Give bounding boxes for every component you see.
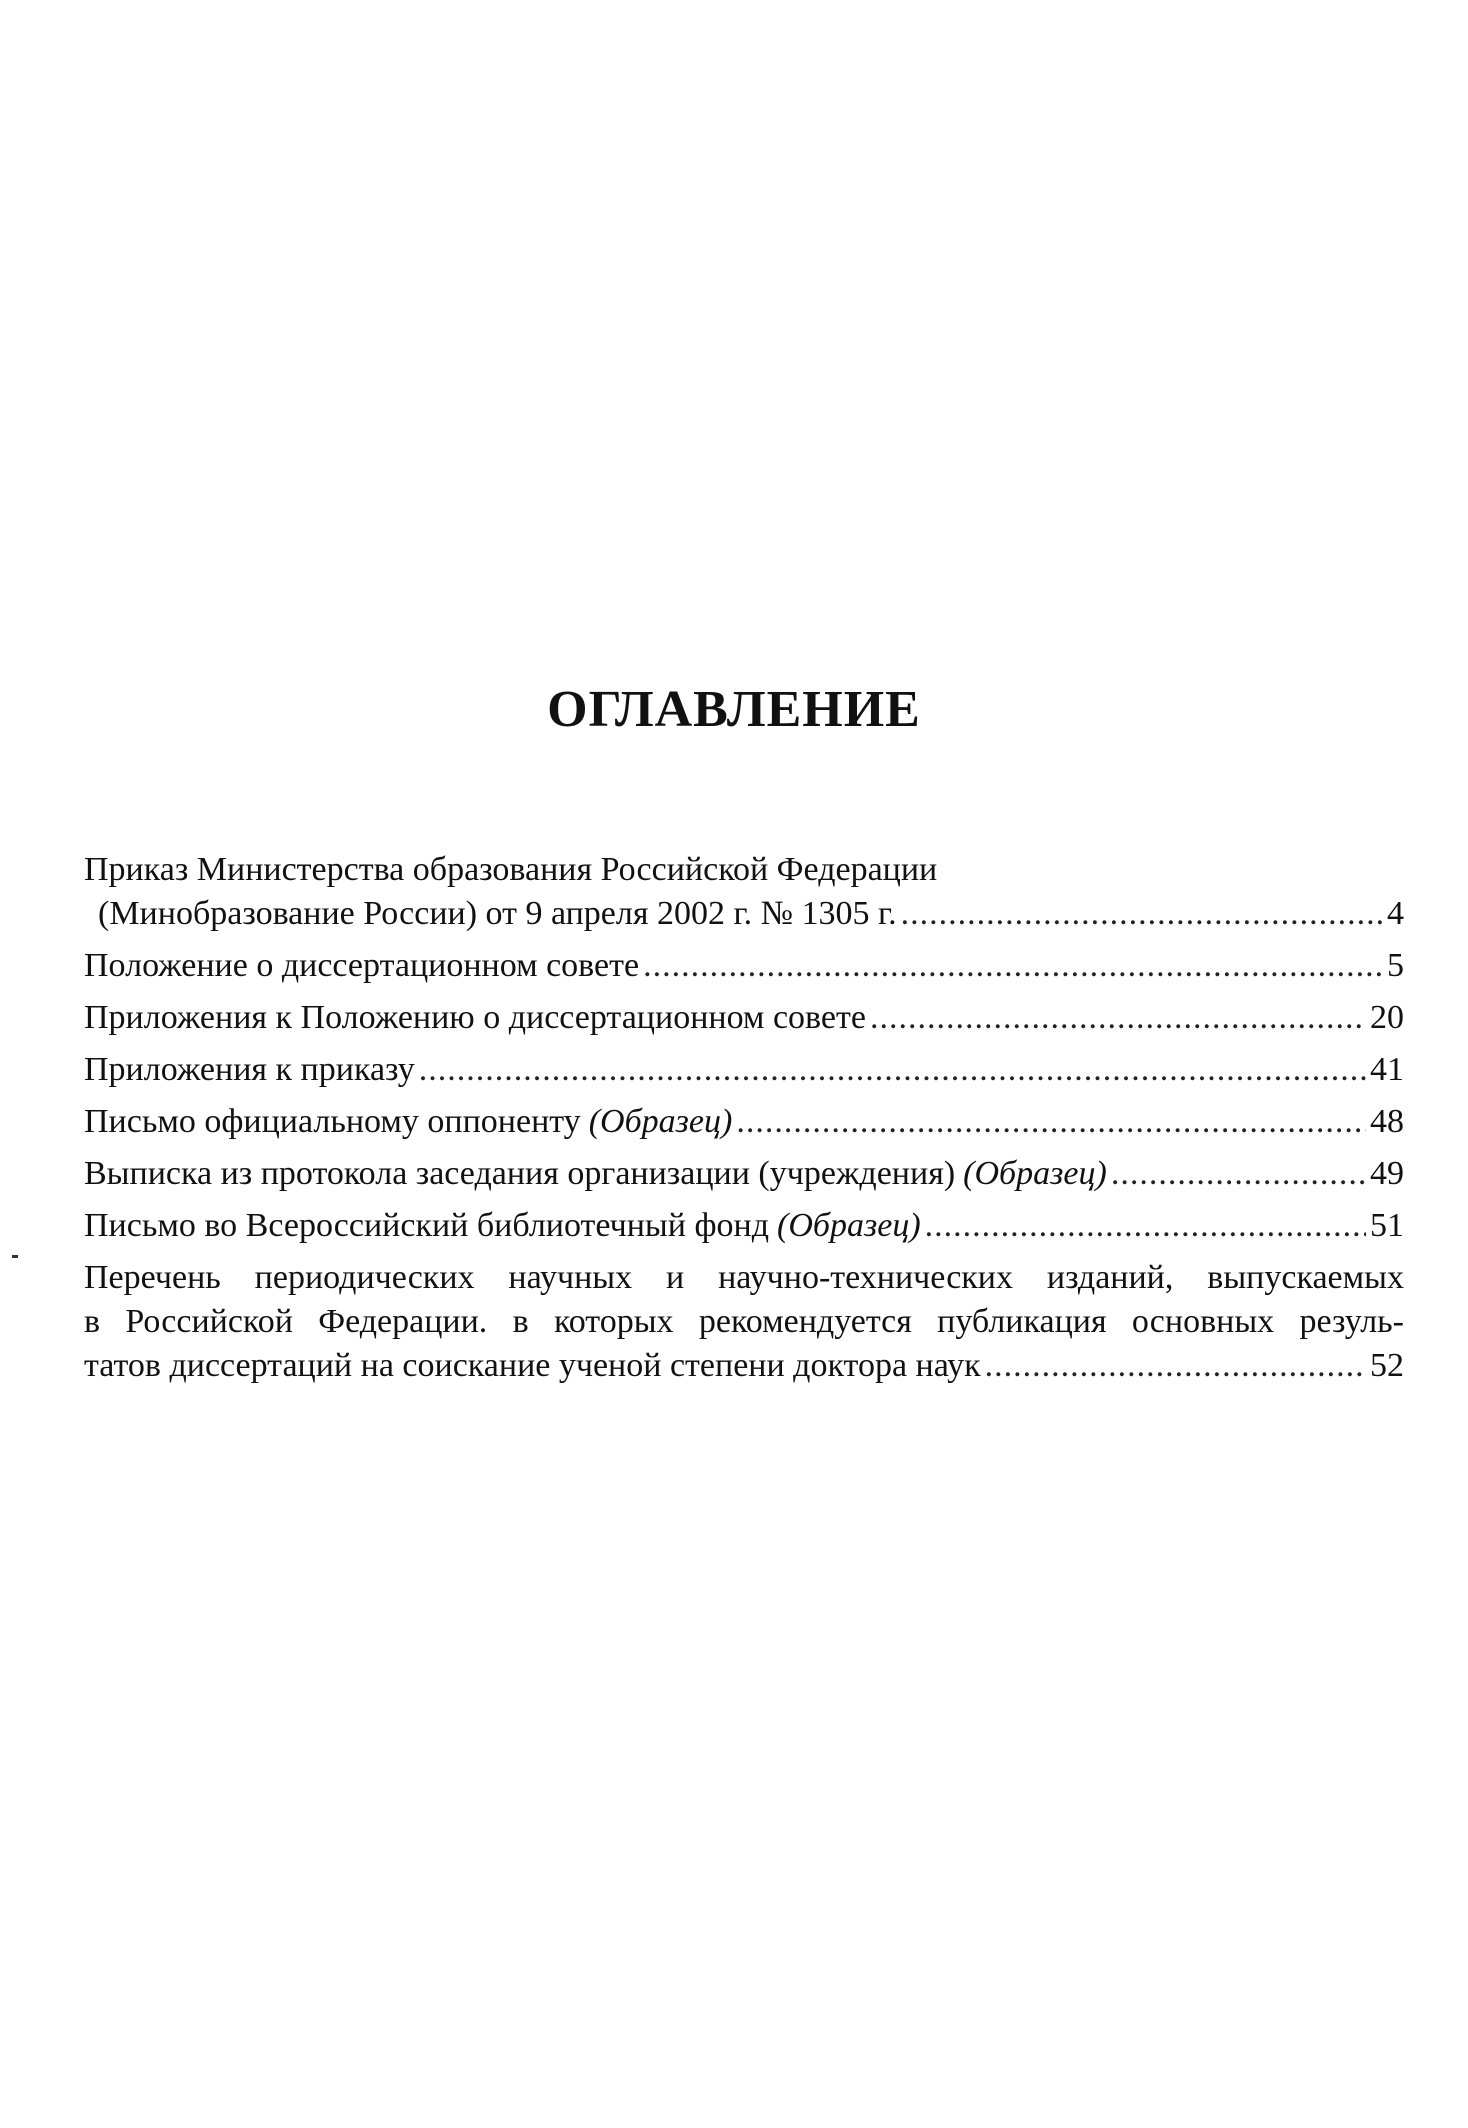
toc-entry-note: (Образец) [963, 1155, 1107, 1192]
toc-entry-note: (Образец) [777, 1207, 921, 1244]
toc-entry-text: Письмо во Всероссийский библиотечный фонд [84, 1207, 769, 1244]
dot-leader [643, 944, 1383, 988]
dot-leader [1111, 1152, 1366, 1196]
dot-leader [870, 996, 1366, 1040]
dot-leader [925, 1204, 1366, 1248]
toc-entry-library-letter [84, 1204, 1404, 1248]
toc-page-number: 49 [1370, 1155, 1404, 1192]
toc-entry-protocol-extract [84, 1152, 1404, 1196]
toc-entry-text: Положение о диссертационном совете [84, 947, 640, 984]
toc-entry-text: Приложения к Положению о диссертационном совете [84, 999, 866, 1036]
toc-entry-line [84, 1048, 1404, 1092]
toc-entry-line [84, 944, 1404, 988]
toc-entry-text-line1: Приказ Министерства образования Российской Федерации [84, 851, 938, 888]
toc-entry-text: Выписка из протокола заседания организации (учреждения) [84, 1155, 956, 1192]
toc-entry-line [84, 1344, 1404, 1388]
toc-entry-text-line2: в Российской Федерации. в которых рекомендуется публикация основных резуль- [84, 1303, 1404, 1340]
scan-artifact [12, 1255, 18, 1258]
dot-leader [736, 1100, 1366, 1144]
dot-leader [419, 1048, 1366, 1092]
toc-page-number: 4 [1387, 895, 1404, 932]
toc-entry-regulation [84, 944, 1404, 988]
dot-leader [985, 1344, 1366, 1388]
dot-leader [901, 892, 1383, 936]
toc-entry-line [84, 892, 1404, 936]
toc-entry-periodicals-list [84, 1256, 1404, 1388]
toc-page-number: 51 [1370, 1207, 1404, 1244]
toc-entry-line [84, 1204, 1404, 1248]
toc-entry-text: Приложения к приказу [84, 1051, 415, 1088]
toc-entry-opponent-letter [84, 1100, 1404, 1144]
toc-entry-order [84, 848, 1404, 936]
toc-page-number: 5 [1387, 947, 1404, 984]
toc-page-number: 20 [1370, 999, 1404, 1036]
toc-entry-line [84, 1100, 1404, 1144]
table-of-contents [84, 848, 1404, 1396]
toc-entry-line [84, 996, 1404, 1040]
toc-entry-text: татов диссертаций на соискание ученой степени доктора наук [84, 1347, 981, 1384]
toc-page-number: 52 [1370, 1347, 1404, 1384]
toc-entry-text-line1: Перечень периодических научных и научно-технических изданий, выпускаемых [84, 1259, 1404, 1296]
toc-entry-regulation-appendices [84, 996, 1404, 1040]
page-title: ОГЛАВЛЕНИЕ [547, 681, 921, 738]
toc-entry-line [84, 1152, 1404, 1196]
toc-page-number: 41 [1370, 1051, 1404, 1088]
toc-entry-order-appendices [84, 1048, 1404, 1092]
toc-entry-text: Письмо официальному оппоненту [84, 1103, 581, 1140]
toc-entry-note: (Образец) [588, 1103, 733, 1140]
toc-page-number: 48 [1370, 1103, 1404, 1140]
toc-entry-text: (Минобразование России) от 9 апреля 2002 г. № 1305 г. [98, 895, 897, 932]
